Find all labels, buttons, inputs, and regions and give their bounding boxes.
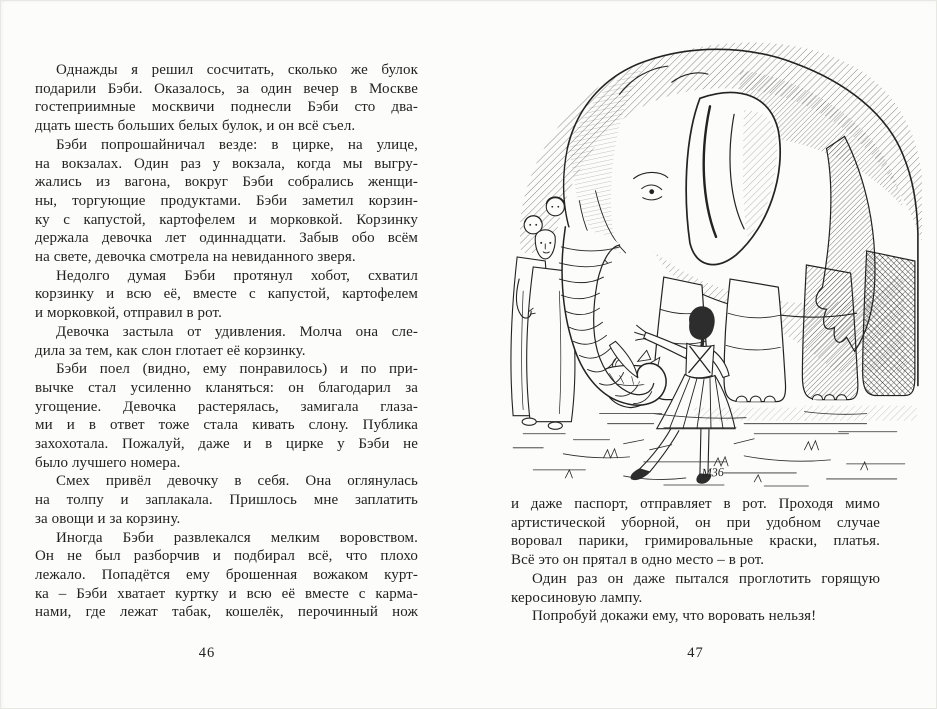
elephant-illustration [503,40,925,492]
text-line: керосиновую лампу. [511,589,643,606]
text-line: Один раз он даже пытался проглотить горящую [532,570,880,587]
text-line: на свете, девочка смотрела на невиданного зверя. [35,249,356,266]
text-line: жались из вагона, вокруг Бэби собрались женщи- [35,174,418,191]
text-line: ку с капустой, картофелем и морковкой. Корзинку [35,211,418,228]
text-line: корзинку и всю её, вместе с капустой, картофелем [35,286,418,303]
elephant-ear [686,92,780,264]
elephant-drawing [503,40,925,492]
text-line: Он не был разборчив и подбирал всё, что плохо [35,548,418,565]
text-line: и даже паспорт, отправляет в рот. Проходя мимо [511,496,880,512]
text-line: артистической уборной, он при удобном случае [511,514,880,531]
text-line: дила за тем, как слон глотает её корзинку. [35,342,306,359]
text-line: лежало. Попадётся ему брошенная вожаком курт- [35,566,418,583]
text-line: Иногда Бэби развлекался мелким воровством. [56,529,418,546]
text-line: Попробуй докажи ему, что воровать нельзя! [532,608,817,625]
page-number-left: 46 [198,645,216,661]
text-line: нами, где лежат табак, кошелёк, перочинный нож [35,604,418,621]
text-line: гостеприимные москвичи поднесли Бэби сто два- [35,99,418,116]
page-number-right: 47 [687,645,704,661]
text-line: Всё это он прятал в одно место – в рот. [511,552,765,569]
text-line: Смех привёл девочку в себя. Она оглянулась [56,473,418,490]
text-line: держала девочка лет одиннадцати. Забыв обо всём [35,230,418,247]
text-line: ми и в ответ тоже стала кивать слону. Публика [35,417,418,434]
text-line: Однажды я решил сосчитать, сколько же булок [56,62,418,78]
text-line: Бэби поел (видно, ему понравилось) и по при- [56,361,418,378]
text-line: Девочка застыла от удивления. Молча она сле- [56,323,418,340]
text-line: вычке стал усиленно кланяться: он благодарил за [35,379,418,396]
text-line: воровал парики, гримировальные краски, платья. [511,533,880,550]
text-line: Недолго думая Бэби протянул хобот, схватил [56,267,418,284]
right-page-text-column [511,495,880,626]
left-page-text-column [35,61,418,622]
text-line: на толпу и заплакала. Пришлось мне заплатить [35,492,418,509]
text-line: подарили Бэби. Оказалось, за один вечер в Москве [35,80,418,97]
text-line: за овощи и за корзину. [35,510,181,527]
text-line: ны, торгующие продуктами. Бэби заметил корзин- [35,192,418,209]
text-line: угощение. Девочка растерялась, замигала глаза- [35,398,418,415]
text-line: ка – Бэби хватает куртку и всю её вместе с карма- [35,585,418,602]
text-line: и морковкой, отправил в рот. [35,305,222,322]
text-line: было лучшего номера. [35,454,181,471]
text-line: на вокзалах. Один раз у вокзала, когда мы выгру- [35,155,418,172]
text-line: захохотала. Пожалуй, даже и в цирке у Бэби не [35,436,418,453]
text-line: Бэби попрошайничал везде: в цирке, на улице, [56,136,418,153]
artist-signature: М36 [701,464,725,480]
text-line: дцать шесть больших белых булок, и он всё съел. [35,118,356,135]
